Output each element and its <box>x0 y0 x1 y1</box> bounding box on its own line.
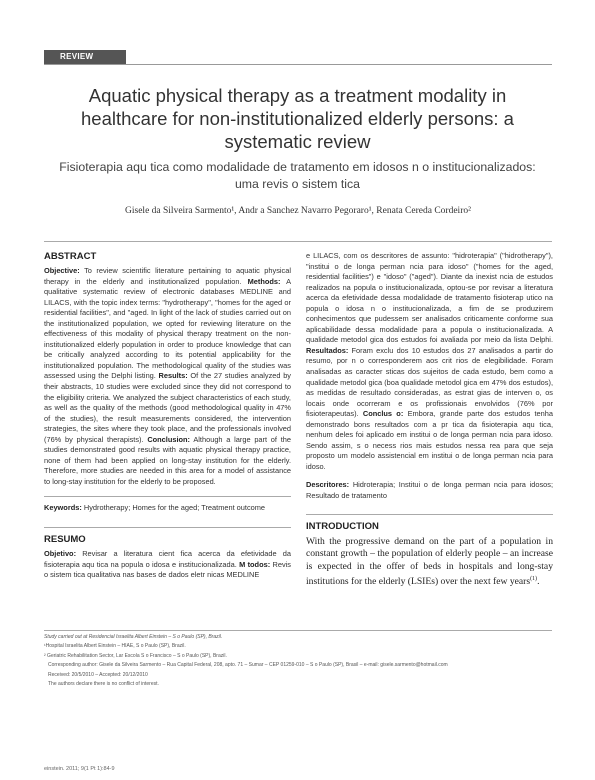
page-footer: einstein. 2011; 9(1 Pt 1):84-9 <box>44 766 115 772</box>
resultados-text: Foram exclu dos 10 estudos dos 27 analisados a partir do resumo, por n o corresponderem aos crit rios de elegibilidade. Foram analisadas as caracter sticas dos sujeitos de cada estudo, bem como a qualidade metodol gica (boa qualidade metodol gica em 47% dos estudos), as medidas de resultado consideradas, as estrat gias de interven o, os locais onde ocorreram e os profissionais envolvidos (76% por fisioterapeutas). <box>306 345 553 419</box>
footnote-affiliation-1: ¹Hospital Israelita Albert Einstein – HIAE, S o Paulo (SP), Brazil. <box>44 643 186 650</box>
metodos-label: M todos: <box>239 559 271 569</box>
metodos-text-cont: e LILACS, com os descritores de assunto: "hidroterapia" ("hidrotherapy"), "institui o de longa perman ncia para idoso" ("homes for the aged, residential facilities") e "idoso" ("aged"). Diante da inexist ncia de estudos realizados na popula o institucionalizada, optou-se por revisar a literatura acerca da efetividade dessa modalidade de tratamento fisioterap utico na popula o idosa n o institucionalizada, a fim de se produzirem conhecimentos que pudessem ser analisados criticamente conforme sua aplicabilidade dessa modalidade para a popula o institucionalizada. A qualidade metodol gica dos estudos foi avaliada por meio da lista Delphi. <box>306 251 553 345</box>
conclusion-text: Although a large part of the studies demonstrated good results with aquatic physical therapy practice, none of them had been applied on long-stay institution for the elderly. Therefore, more studies are needed in this area for a model of assistance to long-stay institution for the elderly to be proposed. <box>44 434 291 486</box>
footnote-study: Study carried out at Residencial Israelita Albert Einstein – S o Paulo (SP), Brazil. <box>44 634 223 640</box>
descritores-text: Hidroterapia; Institui o de longa perman ncia para idosos; Resultado de tratamento <box>306 480 553 501</box>
objetivo-text: Revisar a literatura cient fica acerca da efetividade da fisioterapia aqu tica na popula o idosa e institucionalizada. <box>44 549 292 569</box>
abstract-heading: ABSTRACT <box>44 251 97 262</box>
introduction-body: With the progressive demand on the part of a population in constant growth – the population of elderly people – an increase is expected in the offer of beds in hospitals and long-stay institutions for the elderly (LSIEs) over the next few years <box>306 535 553 588</box>
keywords-text: Hydrotherapy; Homes for the aged; Treatment outcome <box>83 503 266 513</box>
methods-label: Methods: <box>247 276 281 286</box>
top-divider <box>44 64 552 65</box>
results-text: Of the 27 studies analyzed by their abstracts, 10 studies were excluded since they did not correspond to the eligibility criteria. We analyzed the subject characteristics of each study, as well as the quality of the methods (good methodological quality in 47% of the studies), the result measurements considered, the intervention strategies, the sites where they took place, and the professionals involved (76% by physical therapists). <box>44 371 291 444</box>
keywords-label: Keywords: <box>44 503 82 513</box>
resultados-label: Resultados: <box>306 345 349 355</box>
footnote-dates: Received: 20/5/2010 – Accepted: 20/12/2010 <box>48 671 148 678</box>
introduction-tail: . <box>537 576 540 588</box>
introduction-text <box>306 536 553 590</box>
resumo-body-cont <box>306 251 553 472</box>
conclusion-label: Conclusion: <box>147 434 191 444</box>
abstract-body <box>44 266 291 487</box>
header-divider <box>44 241 552 242</box>
descritores-label: Descritores: <box>306 480 350 490</box>
right-column <box>306 251 553 589</box>
citation-ref: (1) <box>530 576 538 583</box>
resumo-body-start <box>44 549 291 581</box>
footnote-affiliation-2: ² Geriatric Rehabilitation Sector, Lar Escola S o Francisco – S o Paulo (SP), Brazil. <box>44 652 227 659</box>
conclusao-label: Conclus o: <box>362 409 404 419</box>
metodos-text-start: Revis o sistem tica qualitativa nas bases de dados eletr nicas MEDLINE <box>44 559 291 580</box>
results-label: Results: <box>158 371 188 381</box>
keywords <box>44 496 291 514</box>
footnote-conflict: The authors declare there is no conflict of interest. <box>48 681 159 688</box>
conclusao-text: Embora, grande parte dos estudos tenha demonstrado bons resultados com a pr tica da fisioterapia aqu tica, nenhum deles foi aplicado em institui o de longa perman ncia para idoso. Sendo assim, s o necess rios mais estudos nessa rea para que seja proposto um modelo assistencial em institui o de longa perman ncia para idoso. <box>306 409 553 471</box>
article-subtitle: Fisioterapia aqu tica como modalidade de tratamento em idosos n o institucionalizados: uma revis o sistem tica <box>59 160 536 191</box>
methods-text: A qualitative systematic review of electronic databases MEDLINE and LILACS, with the topic index terms: "hydrotherapy", "homes for the aged or residential facilities", and "aged. In light of the lack of studies carried out on the institutionalized population, we opted for reviewing literature on the effectiveness of this modality of physical therapy treatment on the non-institutionalized elderly population in order to produce knowledge that can be critically analyzed according to its potential applicability for the institutionalized population. The methodological quality of the studies was assessed using the Delphi listing. <box>44 276 291 381</box>
author-list: Gisele da Silveira Sarmento¹, Andr a Sanchez Navarro Pegoraro¹, Renata Cereda Cordeiro² <box>125 206 471 216</box>
article-title: Aquatic physical therapy as a treatment modality in healthcare for non-institutionalized elderly persons: a systematic review <box>81 85 514 152</box>
introduction-heading: INTRODUCTION <box>306 514 553 533</box>
footnotes <box>44 630 552 689</box>
footnote-corresponding: Corresponding author: Gisele da Silveira Sarmento – Rua Capital Federal, 208, apto. 71 – Sumar – CEP 01259-010 – S o Paulo (SP), Brasil – e-mail: gisele.sarmento@hotmail.com <box>48 662 448 669</box>
resumo-heading: RESUMO <box>44 527 291 546</box>
descritores <box>306 480 553 501</box>
section-tag: REVIEW <box>44 50 126 64</box>
objective-label: Objective: <box>44 266 80 275</box>
left-column <box>44 251 291 581</box>
objective-text: To review scientific literature pertaining to aquatic physical therapy in the elderly and institutionalized population. <box>44 266 291 286</box>
objetivo-label: Objetivo: <box>44 549 77 559</box>
